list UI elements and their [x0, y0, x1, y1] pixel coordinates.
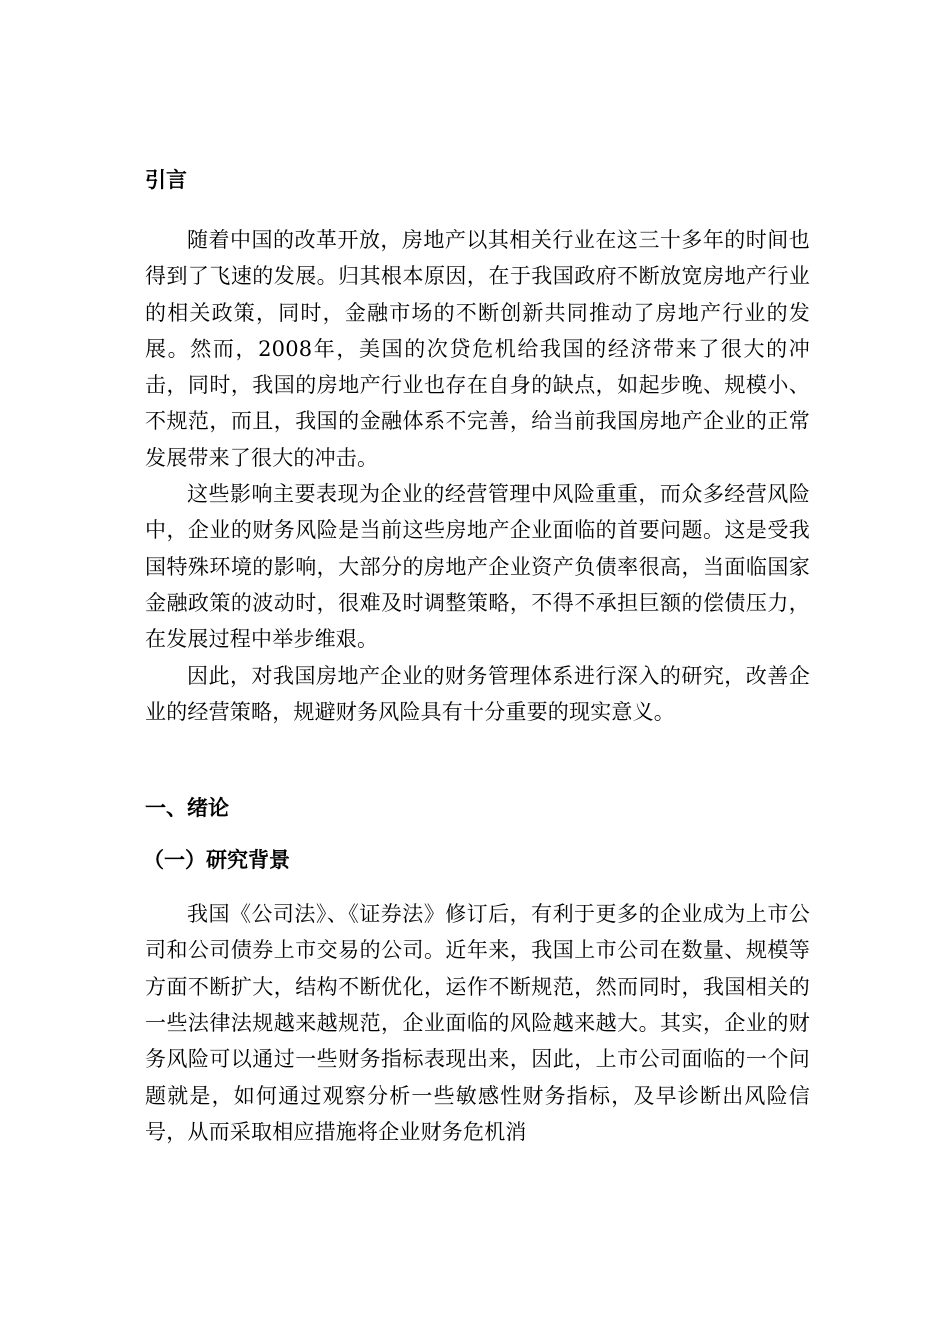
document-body — [145, 160, 810, 1150]
intro-paragraph-1: 随着中国的改革开放，房地产以其相关行业在这三十多年的时间也得到了飞速的发展。归其根本原因，在于我国政府不断放宽房地产行业的相关政策，同时，金融市场的不断创新共同推动了房地产行业的发展。然而，2008年，美国的次贷危机给我国的经济带来了很大的冲击，同时，我国的房地产行业也存在自身的缺点，如起步晚、规模小、不规范，而且，我国的金融体系不完善，给当前我国房地产企业的正常发展带来了很大的冲击。 — [145, 228, 810, 470]
chapter-heading: 一、绪论 — [145, 796, 229, 821]
intro-heading: 引言 — [145, 168, 187, 192]
intro-paragraph-2: 这些影响主要表现为企业的经营管理中风险重重，而众多经营风险中，企业的财务风险是当前这些房地产企业面临的首要问题。这是受我国特殊环境的影响，大部分的房地产企业资产负债率很高，当面临国家金融政策的波动时，很难及时调整策略，不得不承担巨额的偿债压力，在发展过程中举步维艰。 — [145, 482, 810, 652]
intro-paragraph-3: 因此，对我国房地产企业的财务管理体系进行深入的研究，改善企业的经营策略，规避财务风险具有十分重要的现实意义。 — [145, 663, 810, 724]
background-paragraph-1: 我国《公司法》、《证券法》修订后，有利于更多的企业成为上市公司和公司债券上市交易的公司。近年来，我国上市公司在数量、规模等方面不断扩大，结构不断优化，运作不断规范，然而同时，我国相关的一些法律法规越来越规范，企业面临的风险越来越大。其实，企业的财务风险可以通过一些财务指标表现出来，因此，上市公司面临的一个问题就是，如何通过观察分析一些敏感性财务指标，及早诊断出风险信号，从而采取相应措施将企业财务危机消 — [145, 902, 810, 1144]
section-heading: （一）研究背景 — [143, 848, 290, 873]
